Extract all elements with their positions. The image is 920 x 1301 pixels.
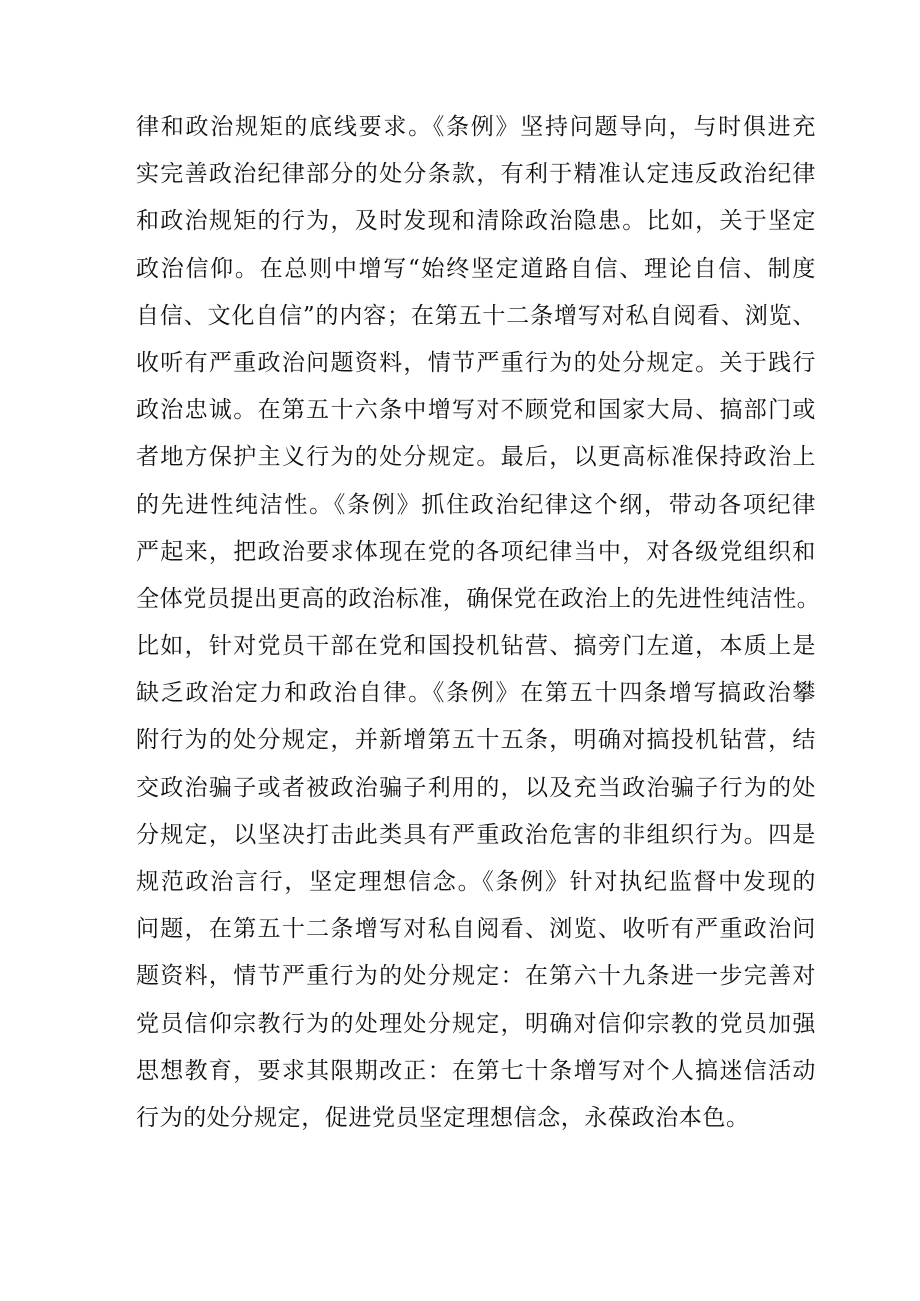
text-line: 的先进性纯洁性。《条例》抓住政治纪律这个纲，带动各项纪律 <box>136 491 816 518</box>
text-line: 全体党员提出更高的政治标准，确保党在政治上的先进性纯洁性。 <box>136 585 821 612</box>
text-line: 交政治骗子或者被政治骗子利用的，以及充当政治骗子行为的处 <box>136 774 816 801</box>
text-line: 党员信仰宗教行为的处理处分规定，明确对信仰宗教的党员加强 <box>136 1010 816 1037</box>
text-line: 者地方保护主义行为的处分规定。最后，以更高标准保持政治上 <box>136 444 816 471</box>
body-text <box>136 104 821 1142</box>
text-line: 思想教育，要求其限期改正：在第七十条增写对个人搞迷信活动 <box>136 1057 816 1084</box>
text-line: 律和政治规矩的底线要求。《条例》坚持问题导向，与时俱进充 <box>136 114 816 140</box>
text-line: 收听有严重政治问题资料，情节严重行为的处分规定。关于践行 <box>136 349 816 376</box>
text-line: 严起来，把政治要求体现在党的各项纪律当中，对各级党组织和 <box>136 538 816 565</box>
text-line: 题资料，情节严重行为的处分规定：在第六十九条进一步完善对 <box>136 963 816 990</box>
text-line: 分规定，以坚决打击此类具有严重政治危害的非组织行为。四是 <box>136 821 816 848</box>
text-line: 问题，在第五十二条增写对私自阅看、浏览、收听有严重政治问 <box>136 916 816 943</box>
text-line: 和政治规矩的行为，及时发现和清除政治隐患。比如，关于坚定 <box>136 208 816 235</box>
text-line: 自信、文化自信”的内容；在第五十二条增写对私自阅看、浏览、 <box>136 302 816 329</box>
text-line: 政治信仰。在总则中增写“始终坚定道路自信、理论自信、制度 <box>136 255 816 282</box>
text-line: 缺乏政治定力和政治自律。《条例》在第五十四条增写搞政治攀 <box>136 680 816 707</box>
text-line: 行为的处分规定，促进党员坚定理想信念，永葆政治本色。 <box>136 1104 750 1131</box>
text-line: 实完善政治纪律部分的处分条款，有利于精准认定违反政治纪律 <box>136 161 816 188</box>
text-line: 规范政治言行，坚定理想信念。《条例》针对执纪监督中发现的 <box>136 869 816 895</box>
text-line: 政治忠诚。在第五十六条中增写对不顾党和国家大局、搞部门或 <box>136 397 816 424</box>
text-line: 附行为的处分规定，并新增第五十五条，明确对搞投机钻营，结 <box>136 727 816 754</box>
text-line: 比如，针对党员干部在党和国投机钻营、搞旁门左道，本质上是 <box>136 633 816 660</box>
